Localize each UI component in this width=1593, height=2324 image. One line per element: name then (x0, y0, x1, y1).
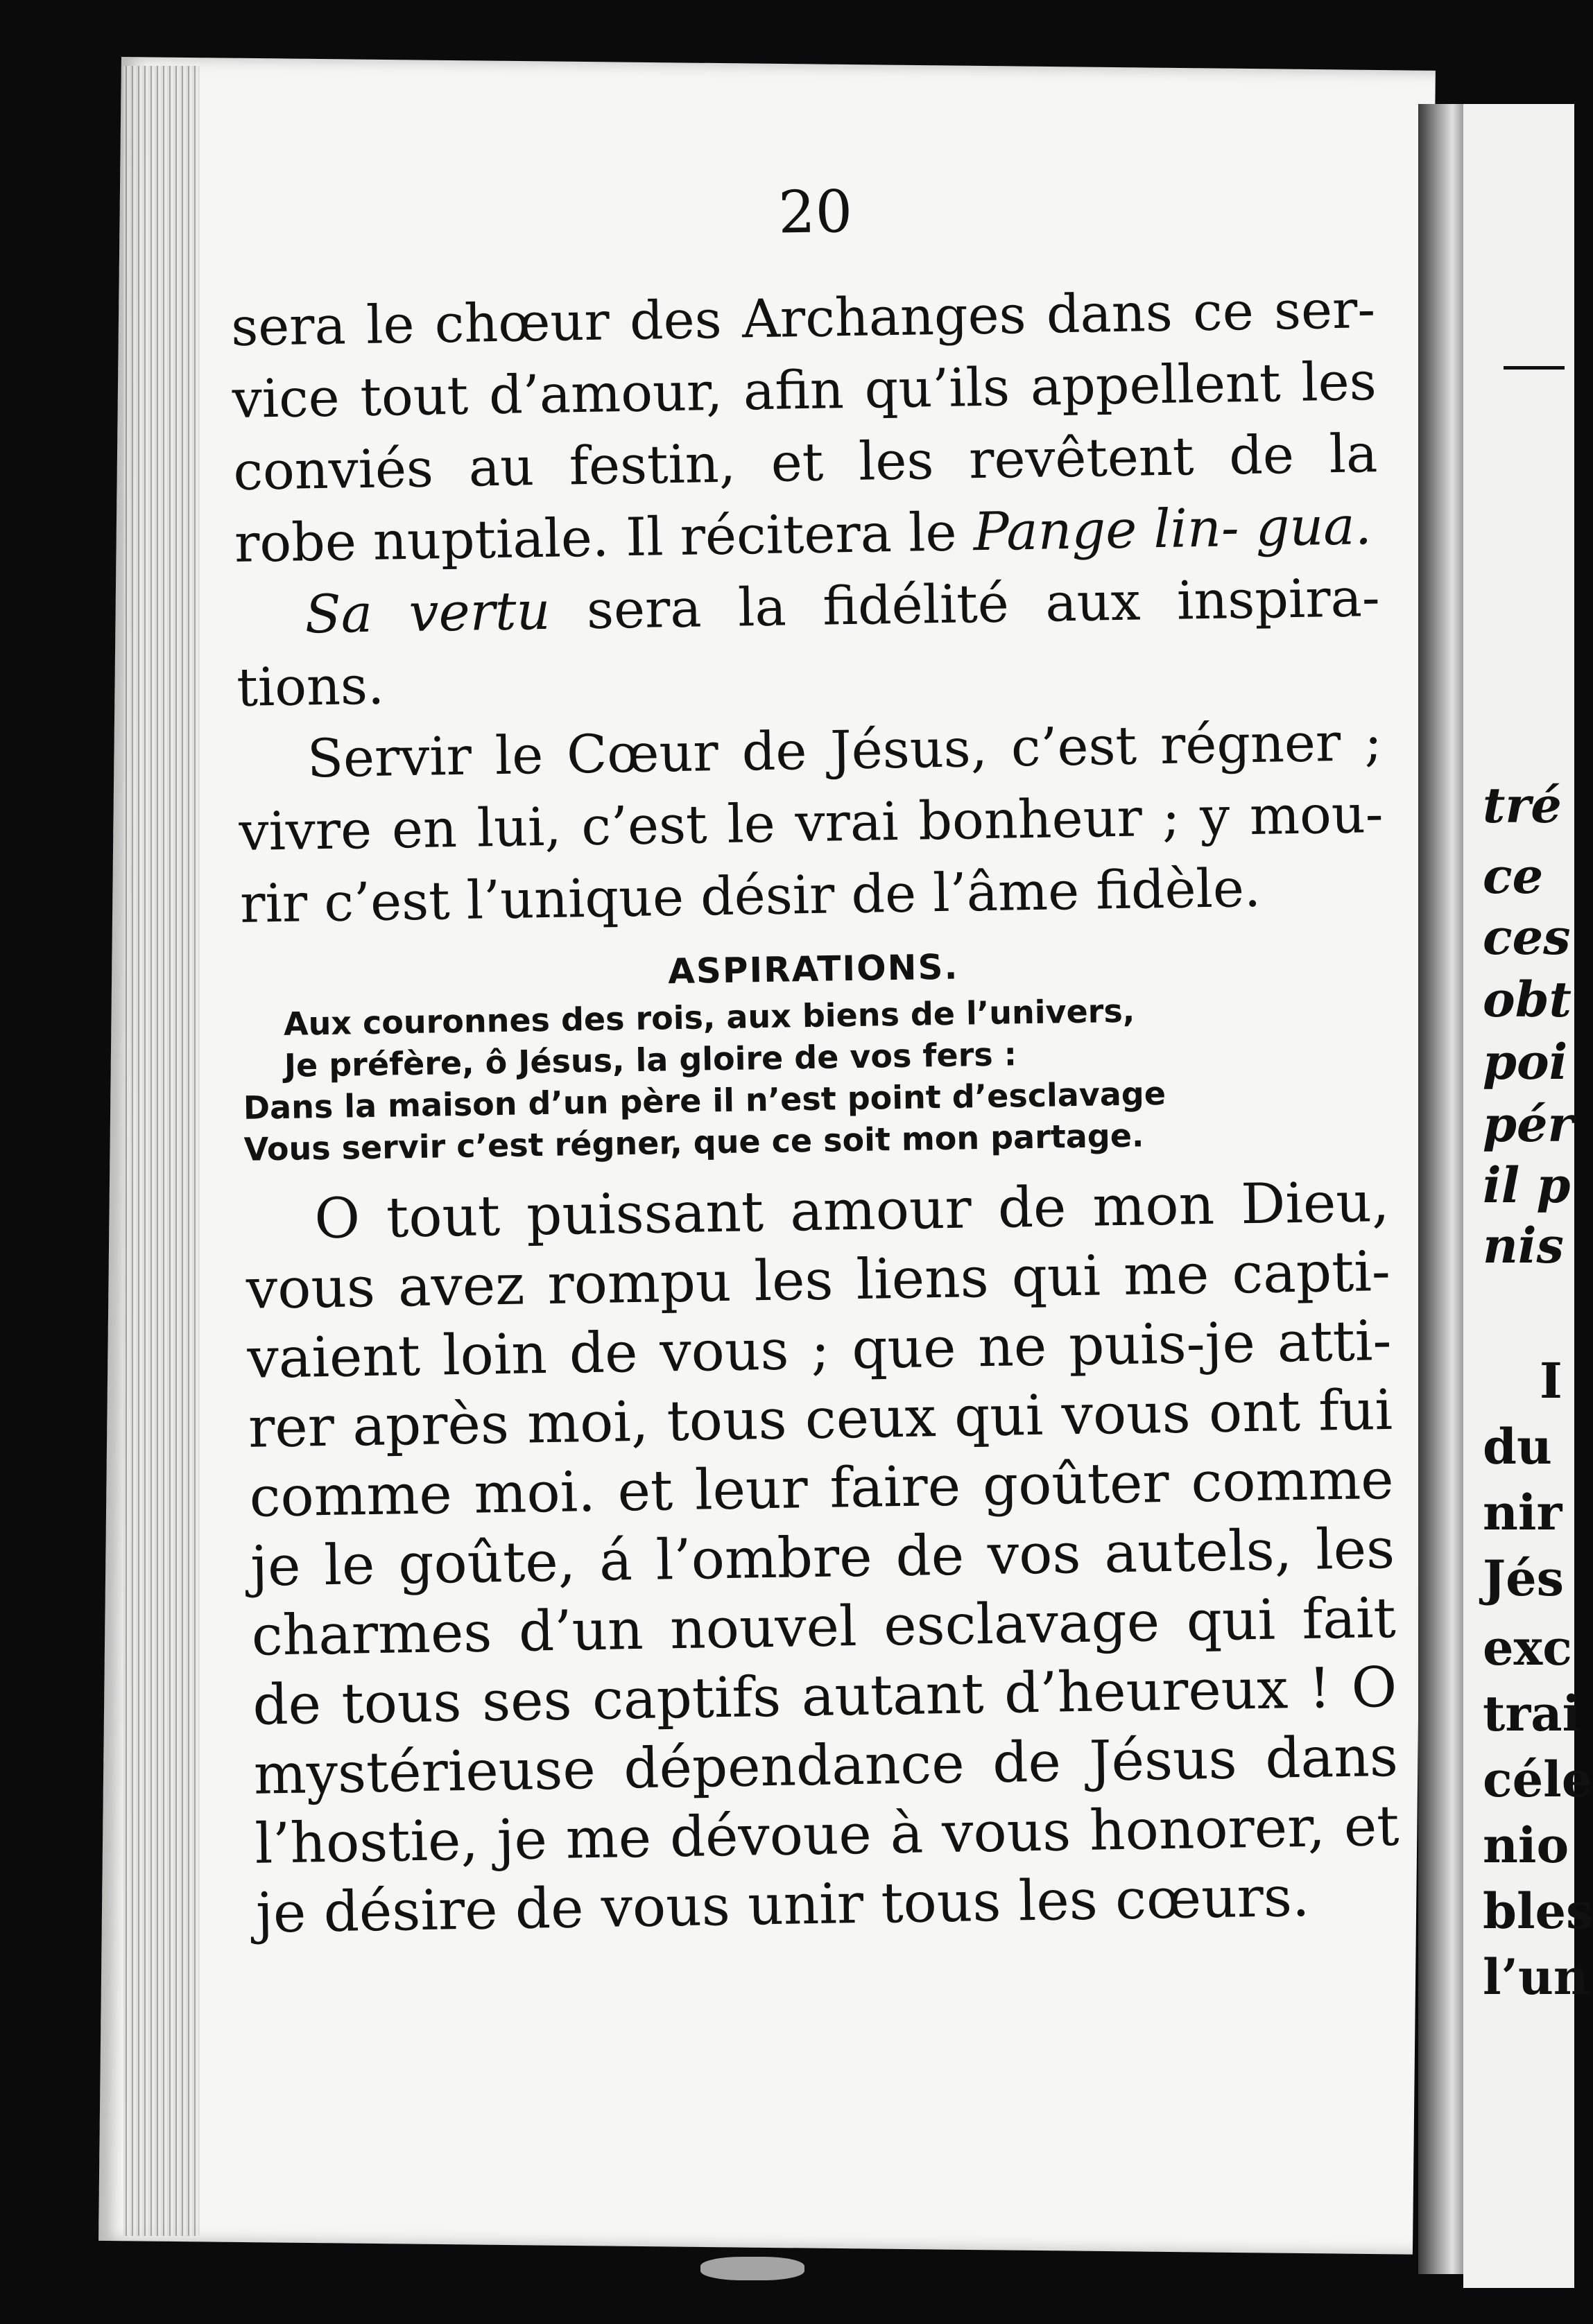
facing-fragment: l’un (1483, 1948, 1589, 2006)
paragraph-vertu (235, 562, 1381, 724)
facing-fragment: céle (1483, 1751, 1593, 1808)
facing-fragment: nir (1483, 1484, 1562, 1541)
facing-fragment: poi (1483, 1033, 1568, 1091)
italic-text: Pange lin- (972, 496, 1240, 563)
facing-fragment: nis (1483, 1217, 1564, 1274)
facing-fragment: tré (1483, 777, 1562, 834)
text-line: vice tout d’amour, afin qu’ils appellent (232, 352, 1282, 430)
prayer-line: vaient loin de vous ; que ne puis-je atti- (246, 1308, 1393, 1391)
book-gutter (1418, 104, 1467, 2274)
facing-fragment: ce (1483, 847, 1544, 905)
text-line: robe nuptiale. Il récitera le (234, 501, 974, 574)
facing-fragment: ces (1483, 908, 1571, 966)
prayer-line: je désire de vous unir tous les cœurs. (255, 1864, 1310, 1945)
prayer-line: comme moi. et leur faire goûter comme (248, 1446, 1395, 1529)
verse-line: Aux couronnes des rois, aux biens de l’univers, (283, 991, 1135, 1043)
italic-text: Sa vertu (304, 579, 551, 645)
facing-page-rule (1504, 366, 1565, 370)
paragraph-archanges (230, 273, 1379, 580)
aspirations-heading: ASPIRATIONS. (667, 946, 959, 992)
verse-line: Je préfère, ô Jésus, la gloire de vos fers : (284, 1035, 1017, 1084)
text-line: sera la fidélité aux inspira-tions. (236, 566, 1381, 718)
scan-smudge (700, 2257, 804, 2280)
prayer-line: O tout puissant amour de mon Dieu, (313, 1169, 1390, 1251)
prayer-line: de tous ses captifs autant d’heureux ! O (252, 1654, 1397, 1737)
text-line: sera le chœur des Archanges dans ce ser- (230, 278, 1376, 358)
facing-fragment: obt (1483, 971, 1572, 1028)
facing-fragment: bles (1483, 1882, 1593, 1940)
prayer-line: mystérieuse dépendance de Jésus dans (253, 1724, 1399, 1807)
text-line: les conviés au festin, et les revêtent de la (232, 350, 1378, 502)
facing-fragment: I (1540, 1352, 1562, 1410)
facing-fragment: nio (1483, 1816, 1569, 1874)
verse-line: Vous servir c’est régner, que ce soit mon partage. (243, 1116, 1144, 1168)
facing-fragment: du (1483, 1418, 1552, 1475)
facing-fragment: trai (1483, 1685, 1581, 1742)
facing-fragment: pér (1483, 1095, 1574, 1153)
prayer-line: charmes d’un nouvel esclavage qui fait (251, 1585, 1397, 1668)
facing-fragment: il p (1483, 1156, 1571, 1214)
page-text (229, 169, 1401, 1948)
page-number: 20 (777, 177, 853, 247)
page-edges (123, 66, 200, 2236)
facing-fragment: Jés (1483, 1550, 1565, 1607)
paragraph-servir: Servir le Cœur de Jésus, c’est régner ; vivre en lui, c’est le vrai bonheur ; y mou-rir c’est l’unique désir de l’âme fidèle. (238, 710, 1384, 935)
prayer-line: rer après moi, tous ceux qui vous ont fui (248, 1377, 1393, 1460)
verse-line: Dans la maison d’un père il n’est point d’esclavage (243, 1074, 1166, 1127)
prayer-line: vous avez rompu les liens qui me capti- (246, 1238, 1391, 1321)
prayer-line: l’hostie, je me dévoue à vous honorer, et (254, 1793, 1400, 1876)
verse-block (242, 986, 1389, 1170)
prayer-line: je le goûte, á l’ombre de vos autels, les (250, 1516, 1395, 1599)
italic-text: gua. (1255, 494, 1372, 558)
prayer-paragraph (245, 1168, 1401, 1948)
facing-fragment: exc (1483, 1619, 1572, 1676)
